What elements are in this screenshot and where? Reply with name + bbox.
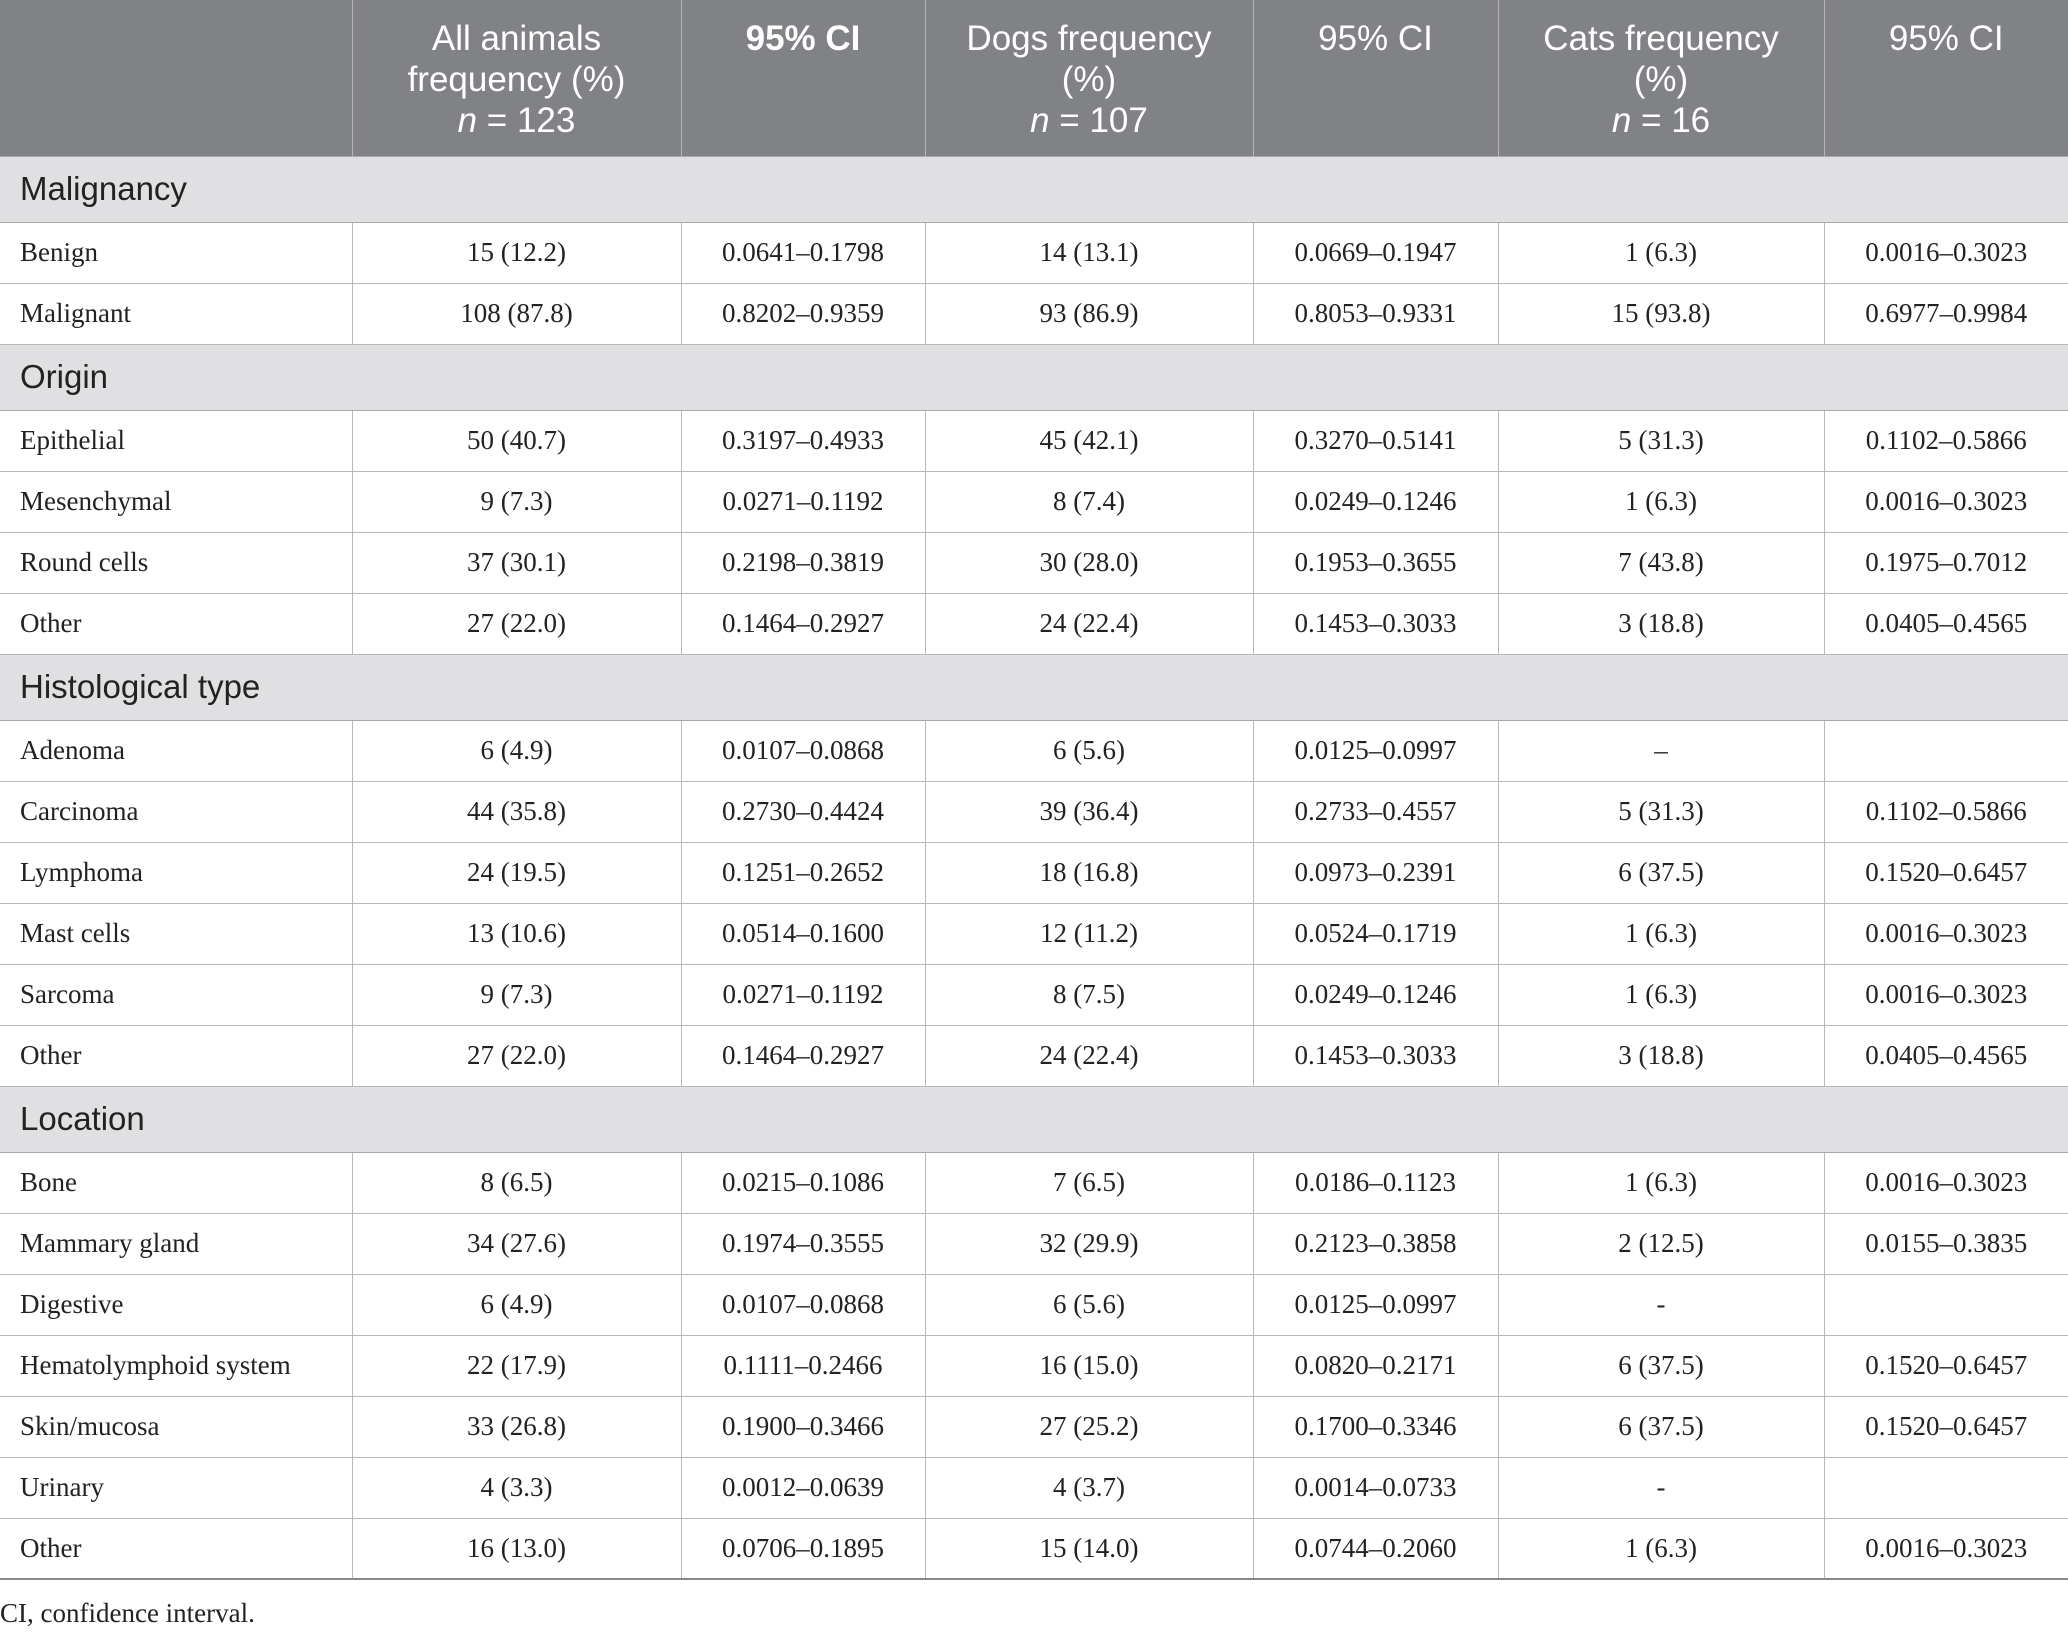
row-label: Hematolymphoid system — [0, 1335, 352, 1396]
cats-frequency: 6 (37.5) — [1498, 1335, 1824, 1396]
cats-ci: 0.1520–0.6457 — [1824, 842, 2068, 903]
table-row — [0, 903, 2068, 964]
all-ci: 0.0641–0.1798 — [681, 222, 925, 283]
cats-frequency: 1 (6.3) — [1498, 964, 1824, 1025]
row-label: Urinary — [0, 1457, 352, 1518]
all-ci: 0.8202–0.9359 — [681, 283, 925, 344]
cats-frequency: 15 (93.8) — [1498, 283, 1824, 344]
dogs-ci: 0.0014–0.0733 — [1253, 1457, 1498, 1518]
cats-ci: 0.1520–0.6457 — [1824, 1396, 2068, 1457]
section-title: Malignancy — [0, 156, 2068, 222]
cats-frequency: 3 (18.8) — [1498, 593, 1824, 654]
cats-frequency: 5 (31.3) — [1498, 781, 1824, 842]
dogs-ci: 0.1453–0.3033 — [1253, 1025, 1498, 1086]
cats-ci: 0.0016–0.3023 — [1824, 1152, 2068, 1213]
dogs-ci: 0.1700–0.3346 — [1253, 1396, 1498, 1457]
cats-ci: 0.1102–0.5866 — [1824, 410, 2068, 471]
dogs-ci: 0.8053–0.9331 — [1253, 283, 1498, 344]
cats-frequency: 1 (6.3) — [1498, 1518, 1824, 1579]
all-ci: 0.0107–0.0868 — [681, 720, 925, 781]
dogs-frequency: 16 (15.0) — [925, 1335, 1253, 1396]
all-ci: 0.1251–0.2652 — [681, 842, 925, 903]
header-cats-line1: Cats frequency — [1543, 19, 1779, 58]
dogs-ci: 0.0669–0.1947 — [1253, 222, 1498, 283]
section-header-row — [0, 344, 2068, 410]
table-row — [0, 781, 2068, 842]
row-label: Malignant — [0, 283, 352, 344]
all-frequency: 13 (10.6) — [352, 903, 681, 964]
dogs-ci: 0.2123–0.3858 — [1253, 1213, 1498, 1274]
cats-frequency: 3 (18.8) — [1498, 1025, 1824, 1086]
row-label: Other — [0, 593, 352, 654]
row-label: Benign — [0, 222, 352, 283]
table-row — [0, 964, 2068, 1025]
cats-ci: 0.0016–0.3023 — [1824, 964, 2068, 1025]
dogs-ci: 0.0524–0.1719 — [1253, 903, 1498, 964]
dogs-ci: 0.0125–0.0997 — [1253, 1274, 1498, 1335]
table-row — [0, 1152, 2068, 1213]
dogs-ci: 0.1953–0.3655 — [1253, 532, 1498, 593]
dogs-frequency: 24 (22.4) — [925, 1025, 1253, 1086]
header-cats-n-value: = 16 — [1631, 101, 1711, 140]
dogs-frequency: 18 (16.8) — [925, 842, 1253, 903]
header-ci-all: 95% CI — [681, 0, 925, 156]
row-label: Mammary gland — [0, 1213, 352, 1274]
table-row — [0, 410, 2068, 471]
section-title: Origin — [0, 344, 2068, 410]
dogs-frequency: 6 (5.6) — [925, 720, 1253, 781]
cats-frequency: 1 (6.3) — [1498, 903, 1824, 964]
row-label: Adenoma — [0, 720, 352, 781]
dogs-frequency: 27 (25.2) — [925, 1396, 1253, 1457]
cats-ci: 0.0016–0.3023 — [1824, 1518, 2068, 1579]
dogs-frequency: 12 (11.2) — [925, 903, 1253, 964]
dogs-frequency: 8 (7.5) — [925, 964, 1253, 1025]
all-frequency: 6 (4.9) — [352, 1274, 681, 1335]
all-frequency: 8 (6.5) — [352, 1152, 681, 1213]
table-row — [0, 593, 2068, 654]
dogs-ci: 0.0744–0.2060 — [1253, 1518, 1498, 1579]
dogs-ci: 0.1453–0.3033 — [1253, 593, 1498, 654]
cats-frequency: 1 (6.3) — [1498, 1152, 1824, 1213]
table-row — [0, 1025, 2068, 1086]
table-row — [0, 720, 2068, 781]
all-frequency: 37 (30.1) — [352, 532, 681, 593]
table-row — [0, 1213, 2068, 1274]
table-row — [0, 842, 2068, 903]
cats-frequency: 1 (6.3) — [1498, 471, 1824, 532]
dogs-frequency: 7 (6.5) — [925, 1152, 1253, 1213]
all-ci: 0.3197–0.4933 — [681, 410, 925, 471]
row-label: Round cells — [0, 532, 352, 593]
all-ci: 0.0514–0.1600 — [681, 903, 925, 964]
all-frequency: 4 (3.3) — [352, 1457, 681, 1518]
all-ci: 0.0271–0.1192 — [681, 471, 925, 532]
table-header — [0, 0, 2068, 156]
all-frequency: 27 (22.0) — [352, 593, 681, 654]
cats-ci — [1824, 720, 2068, 781]
header-all-n-label: n — [457, 101, 478, 140]
dogs-frequency: 14 (13.1) — [925, 222, 1253, 283]
cats-frequency: 5 (31.3) — [1498, 410, 1824, 471]
dogs-ci: 0.0125–0.0997 — [1253, 720, 1498, 781]
cats-frequency: - — [1498, 1274, 1824, 1335]
table-footnote: CI, confidence interval. — [0, 1598, 255, 1628]
cats-ci: 0.0405–0.4565 — [1824, 593, 2068, 654]
all-frequency: 50 (40.7) — [352, 410, 681, 471]
table-row — [0, 1274, 2068, 1335]
dogs-ci: 0.3270–0.5141 — [1253, 410, 1498, 471]
header-dogs-n-value: = 107 — [1049, 101, 1148, 140]
section-header-row — [0, 1086, 2068, 1152]
cats-frequency: 2 (12.5) — [1498, 1213, 1824, 1274]
all-frequency: 34 (27.6) — [352, 1213, 681, 1274]
row-label: Carcinoma — [0, 781, 352, 842]
all-frequency: 108 (87.8) — [352, 283, 681, 344]
all-frequency: 44 (35.8) — [352, 781, 681, 842]
all-ci: 0.0271–0.1192 — [681, 964, 925, 1025]
dogs-frequency: 15 (14.0) — [925, 1518, 1253, 1579]
cats-ci — [1824, 1457, 2068, 1518]
dogs-ci: 0.0249–0.1246 — [1253, 964, 1498, 1025]
all-ci: 0.1900–0.3466 — [681, 1396, 925, 1457]
all-ci: 0.1464–0.2927 — [681, 593, 925, 654]
row-label: Digestive — [0, 1274, 352, 1335]
all-frequency: 22 (17.9) — [352, 1335, 681, 1396]
row-label: Other — [0, 1025, 352, 1086]
all-ci: 0.1111–0.2466 — [681, 1335, 925, 1396]
table-row — [0, 532, 2068, 593]
header-ci-cats: 95% CI — [1824, 0, 2068, 156]
header-dogs-n-label: n — [1030, 101, 1050, 140]
dogs-ci: 0.0249–0.1246 — [1253, 471, 1498, 532]
dogs-ci: 0.0973–0.2391 — [1253, 842, 1498, 903]
row-label: Other — [0, 1518, 352, 1579]
cats-ci: 0.0016–0.3023 — [1824, 222, 2068, 283]
all-frequency: 24 (19.5) — [352, 842, 681, 903]
all-frequency: 15 (12.2) — [352, 222, 681, 283]
all-ci: 0.1974–0.3555 — [681, 1213, 925, 1274]
row-label: Epithelial — [0, 410, 352, 471]
cats-ci: 0.1975–0.7012 — [1824, 532, 2068, 593]
section-header-row — [0, 156, 2068, 222]
cats-ci: 0.0155–0.3835 — [1824, 1213, 2068, 1274]
dogs-ci: 0.2733–0.4557 — [1253, 781, 1498, 842]
header-cats-line2: (%) — [1633, 60, 1689, 99]
dogs-frequency: 39 (36.4) — [925, 781, 1253, 842]
all-frequency: 27 (22.0) — [352, 1025, 681, 1086]
table-row — [0, 471, 2068, 532]
header-dogs-line1: Dogs frequency — [966, 19, 1212, 58]
header-all-line2: frequency (%) — [407, 60, 626, 99]
all-ci: 0.2198–0.3819 — [681, 532, 925, 593]
dogs-frequency: 4 (3.7) — [925, 1457, 1253, 1518]
header-all-line1: All animals — [431, 19, 602, 58]
table-row — [0, 1396, 2068, 1457]
header-empty-cell — [0, 0, 352, 156]
header-all-n-value: = 123 — [477, 101, 576, 140]
cats-ci: 0.6977–0.9984 — [1824, 283, 2068, 344]
all-ci: 0.0706–0.1895 — [681, 1518, 925, 1579]
header-cats-n-label: n — [1611, 101, 1632, 140]
header-cats — [1498, 0, 1824, 156]
table-row — [0, 1335, 2068, 1396]
all-ci: 0.0012–0.0639 — [681, 1457, 925, 1518]
header-dogs-line2: (%) — [1061, 60, 1117, 99]
all-frequency: 16 (13.0) — [352, 1518, 681, 1579]
section-title: Location — [0, 1086, 2068, 1152]
table-row — [0, 222, 2068, 283]
all-ci: 0.2730–0.4424 — [681, 781, 925, 842]
section-header-row — [0, 654, 2068, 720]
dogs-frequency: 93 (86.9) — [925, 283, 1253, 344]
dogs-frequency: 32 (29.9) — [925, 1213, 1253, 1274]
cats-frequency: 6 (37.5) — [1498, 842, 1824, 903]
row-label: Lymphoma — [0, 842, 352, 903]
dogs-frequency: 24 (22.4) — [925, 593, 1253, 654]
table-row — [0, 1518, 2068, 1579]
all-ci: 0.0215–0.1086 — [681, 1152, 925, 1213]
all-frequency: 9 (7.3) — [352, 471, 681, 532]
header-ci-dogs: 95% CI — [1253, 0, 1498, 156]
table-body — [0, 156, 2068, 1579]
row-label: Skin/mucosa — [0, 1396, 352, 1457]
row-label: Sarcoma — [0, 964, 352, 1025]
header-dogs — [925, 0, 1253, 156]
all-ci: 0.0107–0.0868 — [681, 1274, 925, 1335]
row-label: Mesenchymal — [0, 471, 352, 532]
all-ci: 0.1464–0.2927 — [681, 1025, 925, 1086]
cats-frequency: 1 (6.3) — [1498, 222, 1824, 283]
dogs-frequency: 30 (28.0) — [925, 532, 1253, 593]
row-label: Mast cells — [0, 903, 352, 964]
dogs-ci: 0.0186–0.1123 — [1253, 1152, 1498, 1213]
cats-frequency: - — [1498, 1457, 1824, 1518]
cats-ci: 0.0016–0.3023 — [1824, 471, 2068, 532]
cats-frequency: – — [1498, 720, 1824, 781]
row-label: Bone — [0, 1152, 352, 1213]
cats-frequency: 7 (43.8) — [1498, 532, 1824, 593]
dogs-frequency: 8 (7.4) — [925, 471, 1253, 532]
header-all-animals — [352, 0, 681, 156]
cats-ci — [1824, 1274, 2068, 1335]
table-row — [0, 283, 2068, 344]
section-title: Histological type — [0, 654, 2068, 720]
cats-ci: 0.1102–0.5866 — [1824, 781, 2068, 842]
cats-ci: 0.0016–0.3023 — [1824, 903, 2068, 964]
all-frequency: 9 (7.3) — [352, 964, 681, 1025]
all-frequency: 6 (4.9) — [352, 720, 681, 781]
table-row — [0, 1457, 2068, 1518]
all-frequency: 33 (26.8) — [352, 1396, 681, 1457]
header-row — [0, 0, 2068, 156]
dogs-ci: 0.0820–0.2171 — [1253, 1335, 1498, 1396]
dogs-frequency: 6 (5.6) — [925, 1274, 1253, 1335]
cats-ci: 0.0405–0.4565 — [1824, 1025, 2068, 1086]
dogs-frequency: 45 (42.1) — [925, 410, 1253, 471]
cats-ci: 0.1520–0.6457 — [1824, 1335, 2068, 1396]
cats-frequency: 6 (37.5) — [1498, 1396, 1824, 1457]
